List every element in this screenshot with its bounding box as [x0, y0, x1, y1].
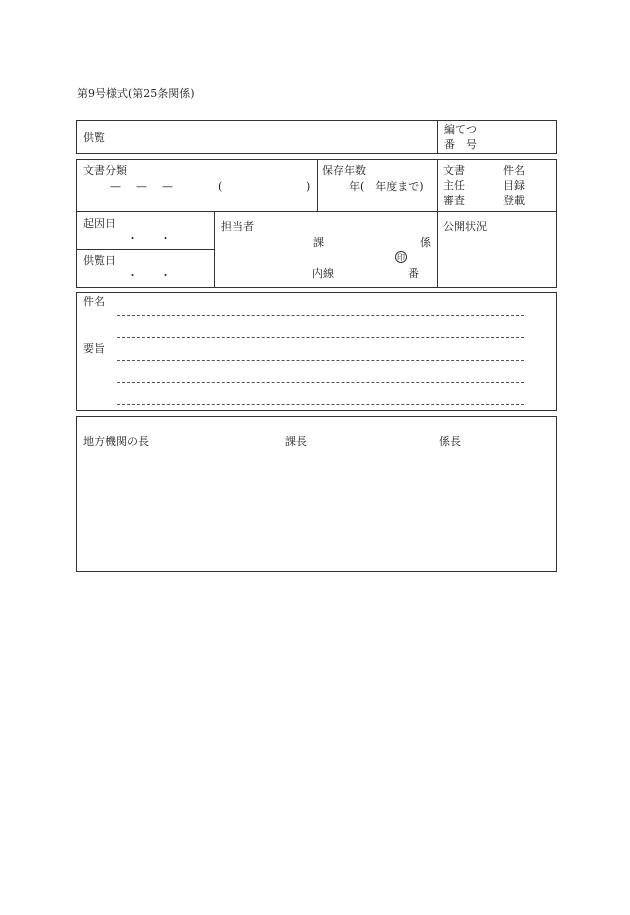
kakari-label: 係 [420, 236, 431, 249]
seal-icon: 印 [397, 253, 405, 262]
paren-close: ) [306, 180, 311, 193]
kiinbi-label: 起因日 [83, 217, 116, 230]
bunsho-bunrui-label: 文書分類 [83, 164, 127, 177]
youshi-line-2 [117, 360, 524, 361]
kenmei-line-1 [117, 315, 524, 316]
shinsa-label: 審査 [443, 194, 465, 207]
kyoranbi-label: 供覧日 [83, 254, 116, 267]
dates-row [76, 211, 557, 288]
hozon-value: 年( 年度まで) [349, 180, 424, 193]
youshi-line-1 [117, 337, 524, 338]
hentetsu-label: 編てつ [444, 123, 477, 136]
chihou-kikan-label: 地方機関の長 [83, 435, 149, 448]
approval-box [76, 416, 557, 572]
mokuroku-label: 目録 [503, 179, 525, 192]
youshi-line-4 [117, 404, 524, 405]
shunin-label: 主任 [443, 179, 465, 192]
paren-open: ( [218, 180, 223, 193]
kachou-label: 課長 [285, 435, 307, 448]
kyoran-cell [76, 120, 438, 154]
ban-label: 番 [408, 267, 419, 280]
hozon-nensu-label: 保存年数 [322, 164, 366, 177]
youshi-line-3 [117, 382, 524, 383]
kyoranbi-dots: ・ ・ [127, 269, 171, 282]
tosai-label: 登載 [503, 194, 525, 207]
tantousha-label: 担当者 [221, 220, 254, 233]
bunrui-dashes: — — — [110, 180, 175, 193]
classification-row [76, 159, 557, 212]
kyoran-label: 供覧 [83, 131, 105, 144]
ka-label: 課 [313, 236, 324, 249]
kenmei-col-label: 件名 [503, 164, 525, 177]
hentetsu-cell [437, 120, 557, 154]
kakarichou-label: 係長 [439, 435, 461, 448]
subject-box [76, 292, 557, 411]
form-title: 第9号様式(第25条関係) [77, 87, 195, 100]
kenmei-label: 件名 [83, 295, 105, 308]
youshi-label: 要旨 [83, 342, 105, 355]
bangou-label: 番 号 [444, 138, 477, 151]
naisen-label: 内線 [312, 267, 334, 280]
bunsho-label: 文書 [443, 164, 465, 177]
kiinbi-dots: ・ ・ [127, 232, 171, 245]
koukai-joukyou-label: 公開状況 [443, 220, 487, 233]
